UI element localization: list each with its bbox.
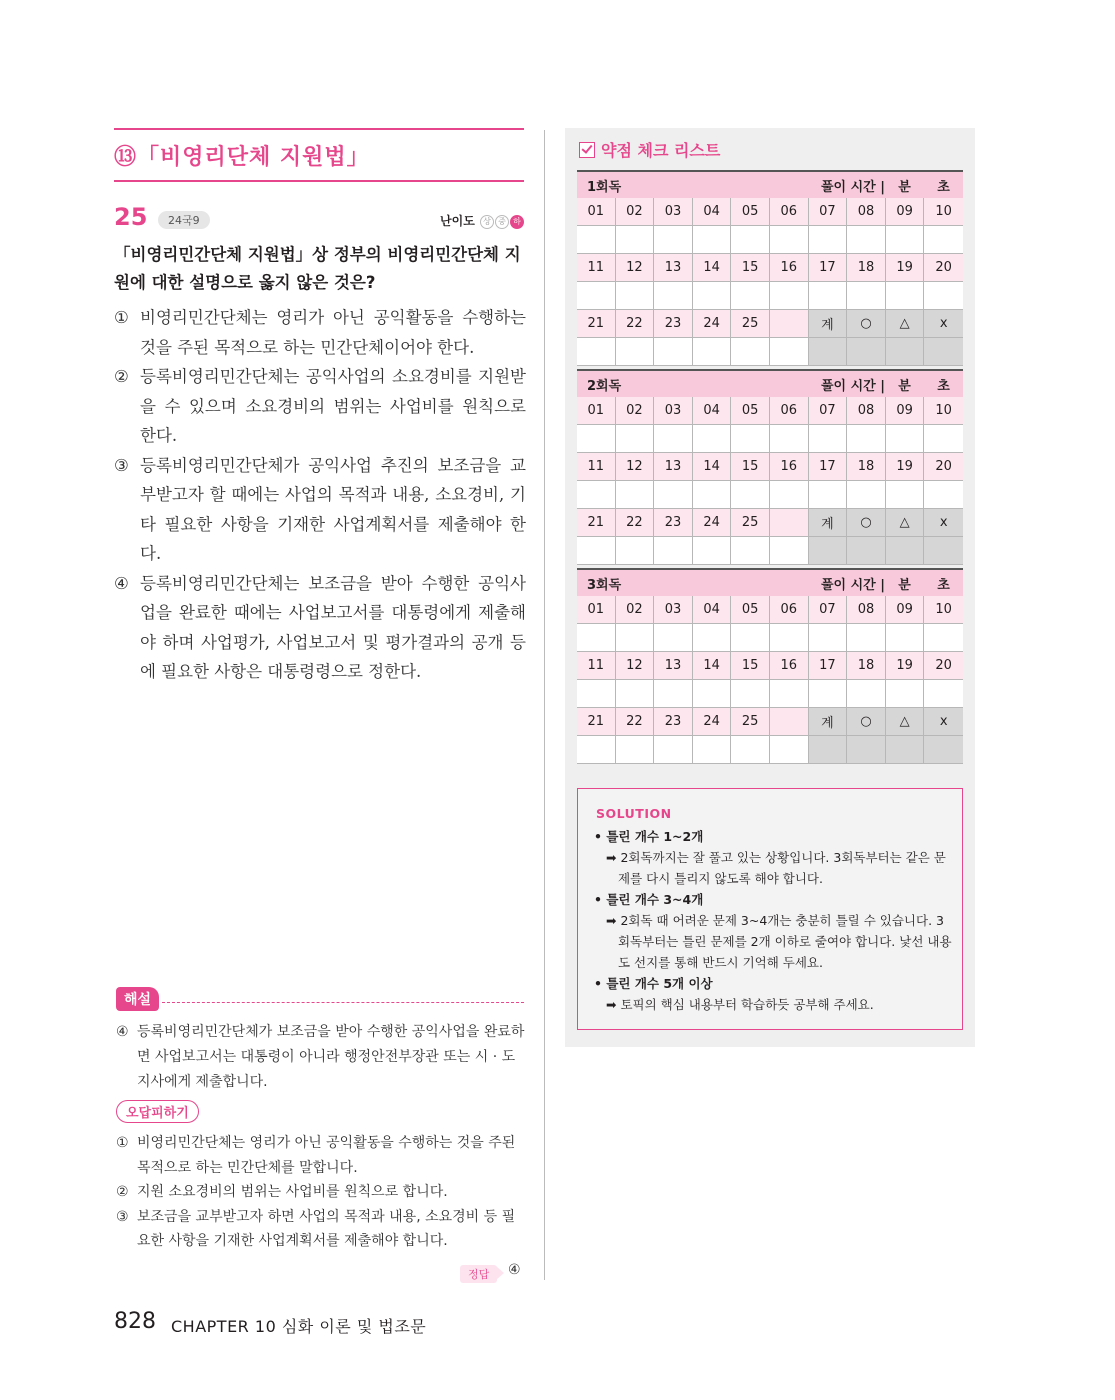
check-mark-cell[interactable]	[770, 736, 809, 764]
check-mark-cell[interactable]	[924, 226, 963, 254]
question-number-cell: 14	[693, 652, 732, 680]
question-number-cell: 18	[847, 453, 886, 481]
check-mark-cell[interactable]	[809, 680, 848, 708]
question-number-cell: 01	[577, 198, 616, 226]
difficulty-label: 난이도	[440, 214, 475, 228]
question-number-cell: 21	[577, 310, 616, 338]
solution-title: SOLUTION	[596, 806, 672, 821]
question-number-cell: 18	[847, 254, 886, 282]
check-mark-cell[interactable]	[886, 226, 925, 254]
check-mark-cell[interactable]	[654, 282, 693, 310]
question-number-cell: 10	[924, 596, 963, 624]
question-stem: 「비영리민간단체 지원법」상 정부의 비영리민간단체 지원에 대한 설명으로 옳지 않은 것은?	[114, 245, 521, 292]
check-mark-cell[interactable]	[847, 282, 886, 310]
round-grid	[577, 596, 963, 764]
question-number-cell: 08	[847, 397, 886, 425]
avoid-text: 보조금을 교부받고자 하면 사업의 목적과 내용, 소요경비 등 필요한 사항을 기재한 사업계획서를 제출해야 합니다.	[137, 1208, 516, 1249]
check-mark-cell[interactable]	[924, 425, 963, 453]
check-mark-cell[interactable]	[577, 736, 616, 764]
solution-item-head: • 틀린 개수 1~2개	[594, 829, 704, 844]
check-mark-cell[interactable]	[770, 680, 809, 708]
checklist-title	[579, 138, 720, 161]
explanation-number: ④	[116, 1024, 129, 1040]
check-mark-cell[interactable]	[731, 425, 770, 453]
column-divider	[544, 130, 545, 1280]
question-number-cell: 23	[654, 509, 693, 537]
check-mark-cell[interactable]	[654, 425, 693, 453]
question-number-cell: 22	[616, 310, 655, 338]
question-number-cell: 13	[654, 254, 693, 282]
solve-time-label: 풀이 시간 |	[820, 577, 885, 593]
section-bottom-rule	[114, 180, 524, 182]
check-mark-cell[interactable]	[847, 624, 886, 652]
option-text: 등록비영리민간단체가 공익사업 추진의 보조금을 교부받고자 할 때에는 사업의 목적과 내용, 소요경비, 기타 필요한 사항을 기재한 사업계획서를 제출해야 한다.	[140, 455, 526, 563]
question-number-cell: 24	[693, 509, 732, 537]
round-grid	[577, 198, 963, 366]
check-mark-cell[interactable]	[770, 425, 809, 453]
question-number: 25	[114, 203, 148, 231]
question-number-cell: 12	[616, 652, 655, 680]
question-number-cell: 03	[654, 596, 693, 624]
check-mark-cell[interactable]	[616, 481, 655, 509]
check-mark-cell[interactable]	[693, 338, 732, 366]
avoid-text: 지원 소요경비의 범위는 사업비를 원칙으로 합니다.	[137, 1184, 448, 1200]
solution-body	[594, 826, 954, 1015]
question-number-cell: △	[886, 509, 925, 537]
minutes-label: 분	[898, 577, 911, 593]
question-number-cell: 계	[809, 708, 848, 736]
question-number-cell: 13	[654, 652, 693, 680]
check-mark-cell[interactable]	[731, 680, 770, 708]
check-mark-cell[interactable]	[886, 282, 925, 310]
option-number: ②	[114, 367, 129, 386]
answer-arrow-icon	[496, 1266, 504, 1280]
check-mark-cell[interactable]	[616, 338, 655, 366]
question-number-cell: 21	[577, 708, 616, 736]
question-number-cell: 23	[654, 708, 693, 736]
check-mark-cell[interactable]	[616, 624, 655, 652]
question-number-cell: ○	[847, 310, 886, 338]
question-number-cell: 17	[809, 254, 848, 282]
solution-item-head: • 틀린 개수 3~4개	[594, 892, 704, 907]
question-number-cell: 02	[616, 596, 655, 624]
check-mark-cell[interactable]	[847, 425, 886, 453]
check-mark-cell[interactable]	[770, 338, 809, 366]
check-mark-cell[interactable]	[924, 282, 963, 310]
check-mark-cell[interactable]	[847, 680, 886, 708]
solve-time-label: 풀이 시간 |	[820, 378, 885, 394]
question-number-cell: 11	[577, 254, 616, 282]
explanation-text	[116, 1020, 526, 1095]
question-number-cell: 15	[731, 453, 770, 481]
question-number-cell: 11	[577, 652, 616, 680]
question-number-cell: 22	[616, 708, 655, 736]
checklist-round	[577, 170, 963, 366]
question-number-cell: 15	[731, 652, 770, 680]
minutes-label: 분	[898, 378, 911, 394]
question-source-tag: 24국9	[158, 211, 210, 229]
round-label: 3회독	[587, 577, 622, 593]
round-header	[577, 170, 963, 198]
avoid-number: ②	[116, 1184, 129, 1200]
check-mark-cell[interactable]	[731, 481, 770, 509]
answer-options	[114, 303, 526, 687]
question-number-cell: 17	[809, 453, 848, 481]
check-mark-cell[interactable]	[577, 226, 616, 254]
explanation-divider	[162, 1002, 524, 1003]
question-number-cell: 20	[924, 453, 963, 481]
question-number-cell: x	[924, 509, 963, 537]
question-number-cell: 18	[847, 652, 886, 680]
question-number-cell	[770, 310, 809, 338]
explanation-body: 등록비영리민간단체가 보조금을 받아 수행한 공익사업을 완료하면 사업보고서는 대통령이 아니라 행정안전부장관 또는 시 · 도지사에게 제출합니다.	[137, 1024, 525, 1090]
check-mark-cell[interactable]	[577, 282, 616, 310]
question-number-cell: 25	[731, 708, 770, 736]
check-mark-cell[interactable]	[693, 736, 732, 764]
option-3[interactable]	[114, 451, 526, 569]
check-mark-cell[interactable]	[693, 282, 732, 310]
question-number-cell: 15	[731, 254, 770, 282]
check-mark-cell[interactable]	[847, 226, 886, 254]
page-number: 828	[114, 1309, 156, 1334]
check-mark-cell[interactable]	[809, 226, 848, 254]
check-mark-cell[interactable]	[809, 338, 848, 366]
option-text: 등록비영리민간단체는 보조금을 받아 수행한 공익사업을 완료한 때에는 사업보고서를 대통령에게 제출해야 하며 사업평가, 사업보고서 및 평가결과의 공개 등에 필요한 사항은 대통령령으로 정한다.	[140, 573, 526, 681]
question-number-cell: 16	[770, 453, 809, 481]
check-mark-cell[interactable]	[616, 537, 655, 565]
option-text: 비영리민간단체는 영리가 아닌 공익활동을 수행하는 것을 주된 목적으로 하는 민간단체이어야 한다.	[140, 308, 526, 357]
question-number-cell: 04	[693, 198, 732, 226]
round-header	[577, 568, 963, 596]
round-header	[577, 369, 963, 397]
check-mark-cell[interactable]	[809, 624, 848, 652]
question-number-cell: 09	[886, 596, 925, 624]
check-mark-cell[interactable]	[654, 736, 693, 764]
option-4[interactable]	[114, 569, 526, 687]
question-number-cell: 10	[924, 198, 963, 226]
round-label: 2회독	[587, 378, 622, 394]
check-mark-cell[interactable]	[847, 537, 886, 565]
seconds-label: 초	[937, 577, 950, 593]
question-number-cell: ○	[847, 509, 886, 537]
checklist-title-text: 약점 체크 리스트	[601, 141, 721, 160]
question-number-cell: 24	[693, 708, 732, 736]
check-mark-cell[interactable]	[924, 736, 963, 764]
question-number-cell: 24	[693, 310, 732, 338]
question-number-cell: △	[886, 708, 925, 736]
question-number-cell: △	[886, 310, 925, 338]
question-number-cell: 04	[693, 596, 732, 624]
avoid-wrong-badge: 오답피하기	[116, 1100, 199, 1123]
question-number-cell: 06	[770, 198, 809, 226]
check-mark-cell[interactable]	[577, 425, 616, 453]
difficulty-mid: 중	[495, 215, 509, 229]
check-mark-cell[interactable]	[809, 481, 848, 509]
option-2[interactable]	[114, 362, 526, 451]
check-mark-cell[interactable]	[654, 338, 693, 366]
check-mark-cell[interactable]	[577, 624, 616, 652]
check-mark-cell[interactable]	[654, 226, 693, 254]
check-mark-cell[interactable]	[770, 226, 809, 254]
check-mark-cell[interactable]	[770, 481, 809, 509]
check-mark-cell[interactable]	[924, 624, 963, 652]
question-number-cell: 02	[616, 397, 655, 425]
avoid-text: 비영리민간단체는 영리가 아닌 공익활동을 수행하는 것을 주된 목적으로 하는 민간단체를 말합니다.	[137, 1135, 516, 1176]
check-mark-cell[interactable]	[809, 736, 848, 764]
question-number-cell: 07	[809, 198, 848, 226]
question-number-cell: 09	[886, 397, 925, 425]
minutes-label: 분	[898, 179, 911, 195]
check-mark-cell[interactable]	[693, 481, 732, 509]
check-mark-cell[interactable]	[886, 624, 925, 652]
question-number-cell: 20	[924, 254, 963, 282]
check-mark-cell[interactable]	[731, 624, 770, 652]
avoid-item	[116, 1205, 526, 1254]
check-mark-cell[interactable]	[924, 481, 963, 509]
solution-item-body: ➡ 2회독 때 어려운 문제 3~4개는 충분히 틀릴 수 있습니다. 3회독부터는 틀린 문제를 2개 이하로 줄여야 합니다. 낯선 내용도 선지를 통해 반드시 기억해 두세요.	[606, 913, 952, 970]
solution-item-body: ➡ 2회독까지는 잘 풀고 있는 상황입니다. 3회독부터는 같은 문제를 다시 틀리지 않도록 해야 합니다.	[606, 850, 946, 886]
check-mark-cell[interactable]	[654, 481, 693, 509]
check-mark-cell[interactable]	[731, 226, 770, 254]
check-mark-cell[interactable]	[886, 481, 925, 509]
question-number-cell: 13	[654, 453, 693, 481]
question-number-cell: 06	[770, 596, 809, 624]
check-mark-cell[interactable]	[616, 425, 655, 453]
question-number-cell: 19	[886, 652, 925, 680]
question-number-cell: 07	[809, 596, 848, 624]
check-mark-cell[interactable]	[731, 736, 770, 764]
check-mark-cell[interactable]	[886, 736, 925, 764]
check-mark-cell[interactable]	[654, 537, 693, 565]
avoid-number: ①	[116, 1135, 129, 1151]
question-number-cell: 14	[693, 254, 732, 282]
chapter-title: CHAPTER 10 심화 이론 및 법조문	[171, 1317, 427, 1336]
round-label: 1회독	[587, 179, 622, 195]
question-number-cell: 05	[731, 596, 770, 624]
question-number-cell: 21	[577, 509, 616, 537]
difficulty-high: 상	[480, 215, 494, 229]
check-mark-cell[interactable]	[847, 481, 886, 509]
check-mark-cell[interactable]	[616, 680, 655, 708]
check-mark-cell[interactable]	[616, 226, 655, 254]
checkbox-icon	[579, 142, 595, 158]
question-number-cell: ○	[847, 708, 886, 736]
question-number-cell: 05	[731, 397, 770, 425]
question-number-cell: 02	[616, 198, 655, 226]
avoid-wrong-list	[116, 1131, 526, 1254]
avoid-item	[116, 1131, 526, 1180]
question-number-cell: 20	[924, 652, 963, 680]
question-number-cell: 10	[924, 397, 963, 425]
checklist-round	[577, 369, 963, 565]
check-mark-cell[interactable]	[731, 338, 770, 366]
solve-time-label: 풀이 시간 |	[820, 179, 885, 195]
checklist-round	[577, 568, 963, 764]
question-number-cell: 25	[731, 509, 770, 537]
check-mark-cell[interactable]	[616, 282, 655, 310]
section-title: ⑬「비영리단체 지원법」	[114, 145, 370, 170]
question-number-cell: 05	[731, 198, 770, 226]
check-mark-cell[interactable]	[577, 537, 616, 565]
check-mark-cell[interactable]	[770, 537, 809, 565]
question-number-cell: 04	[693, 397, 732, 425]
check-mark-cell[interactable]	[770, 282, 809, 310]
option-1[interactable]	[114, 303, 526, 362]
question-number-cell: 08	[847, 596, 886, 624]
check-mark-cell[interactable]	[577, 481, 616, 509]
difficulty-indicator	[440, 212, 524, 229]
check-mark-cell[interactable]	[731, 537, 770, 565]
question-number-cell: 19	[886, 453, 925, 481]
question-number-cell: 12	[616, 254, 655, 282]
check-mark-cell[interactable]	[924, 338, 963, 366]
question-number-cell: 08	[847, 198, 886, 226]
check-mark-cell[interactable]	[809, 537, 848, 565]
difficulty-low: 하	[510, 215, 524, 229]
question-number-cell: 09	[886, 198, 925, 226]
option-text: 등록비영리민간단체는 공익사업의 소요경비를 지원받을 수 있으며 소요경비의 범위는 사업비를 원칙으로 한다.	[140, 367, 526, 445]
check-mark-cell[interactable]	[770, 624, 809, 652]
solution-item-head: • 틀린 개수 5개 이상	[594, 976, 713, 991]
avoid-item	[116, 1180, 526, 1205]
seconds-label: 초	[937, 179, 950, 195]
check-mark-cell[interactable]	[809, 282, 848, 310]
seconds-label: 초	[937, 378, 950, 394]
check-mark-cell[interactable]	[616, 736, 655, 764]
check-mark-cell[interactable]	[924, 680, 963, 708]
check-mark-cell[interactable]	[693, 226, 732, 254]
check-mark-cell[interactable]	[577, 338, 616, 366]
option-number: ④	[114, 573, 129, 593]
check-mark-cell[interactable]	[924, 537, 963, 565]
question-number-cell: 01	[577, 596, 616, 624]
question-number-cell: 01	[577, 397, 616, 425]
answer-label: 정답	[460, 1265, 497, 1283]
check-mark-cell[interactable]	[886, 425, 925, 453]
check-mark-cell[interactable]	[847, 736, 886, 764]
check-mark-cell[interactable]	[886, 680, 925, 708]
question-number-cell	[770, 509, 809, 537]
question-number-cell: 25	[731, 310, 770, 338]
option-number: ③	[114, 455, 129, 475]
check-mark-cell[interactable]	[886, 537, 925, 565]
check-mark-cell[interactable]	[731, 282, 770, 310]
section-top-rule	[114, 128, 524, 130]
question-number-cell: 03	[654, 198, 693, 226]
question-number-cell: 16	[770, 254, 809, 282]
question-number-cell: 19	[886, 254, 925, 282]
check-mark-cell[interactable]	[886, 338, 925, 366]
explanation-item	[116, 1020, 526, 1095]
question-number-cell: 16	[770, 652, 809, 680]
check-mark-cell[interactable]	[693, 425, 732, 453]
check-mark-cell[interactable]	[577, 680, 616, 708]
question-number-cell: 11	[577, 453, 616, 481]
check-mark-cell[interactable]	[693, 680, 732, 708]
question-number-cell: 03	[654, 397, 693, 425]
question-number-cell: 계	[809, 509, 848, 537]
check-mark-cell[interactable]	[654, 624, 693, 652]
explanation-badge: 해설	[116, 987, 159, 1011]
question-number-cell	[770, 708, 809, 736]
option-number: ①	[114, 308, 129, 327]
question-number-cell: 22	[616, 509, 655, 537]
question-number-cell: 17	[809, 652, 848, 680]
round-grid	[577, 397, 963, 565]
check-mark-cell[interactable]	[847, 338, 886, 366]
check-mark-cell[interactable]	[693, 624, 732, 652]
answer-value: ④	[508, 1262, 521, 1278]
question-number-cell: 12	[616, 453, 655, 481]
check-mark-cell[interactable]	[809, 425, 848, 453]
question-number-cell: 14	[693, 453, 732, 481]
avoid-number: ③	[116, 1208, 129, 1225]
question-number-cell: 계	[809, 310, 848, 338]
question-number-cell: x	[924, 310, 963, 338]
question-number-cell: x	[924, 708, 963, 736]
question-number-cell: 06	[770, 397, 809, 425]
question-number-cell: 07	[809, 397, 848, 425]
solution-item-body: ➡ 토픽의 핵심 내용부터 학습하듯 공부해 주세요.	[606, 997, 874, 1012]
check-mark-cell[interactable]	[654, 680, 693, 708]
question-number-cell: 23	[654, 310, 693, 338]
check-mark-cell[interactable]	[693, 537, 732, 565]
